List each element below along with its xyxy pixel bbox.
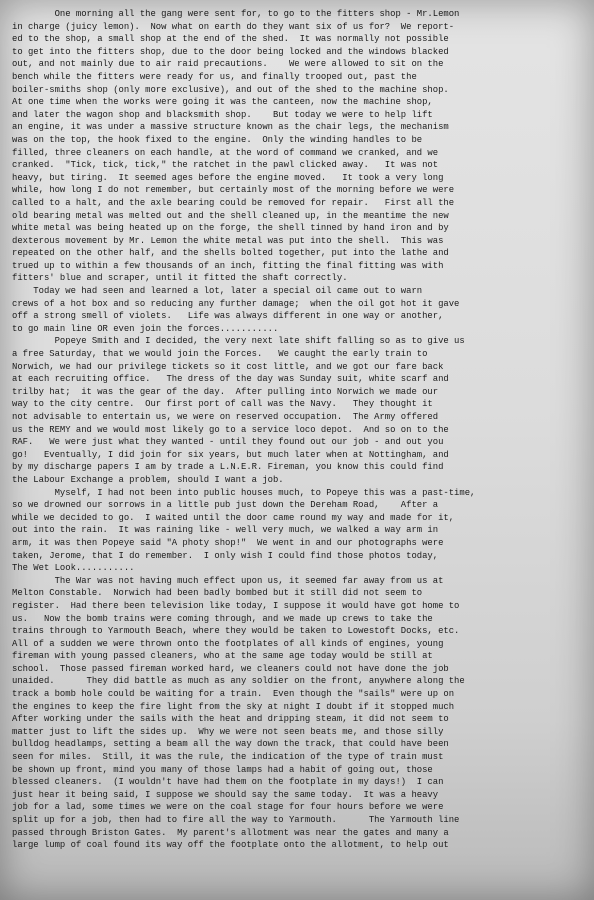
paragraph-joining-forces: Popeye Smith and I decided, the very next late shift falling so as to give us a free Saturday, that we would join the Forces. We caught the early train to Norwich, we had our privilege tickets so it cost little, and we got our fare back at each recruiting office. The dress of the day was Sunday suit, white scarf and trilby hat; it was the gear of the day. After pulling into Norwich we made our way to the city centre. Our first port of call was the Navy. They thought it not advisable to entertain us, we were on reserved occupation. The Army offered us the REMY and we would most likely go to a service loco depot. And so on to the RAF. We were just what they wanted - until they found out our job - and out you go! Eventually, I did join for six years, but much later when at Nottingham, and by my discharge papers I am by trade a L.N.E.R. Fireman, you know this could find the Labour Exchange a problem, should I want a job. xyxy=(12,336,465,485)
paragraph-hot-box-oil: Today we had seen and learned a lot, later a special oil came out to warn crews of a hot box and so reducing any further damage; when the oil got hot it gave off a strong smell of violets. Life was always different in one way or another, to go main line OR even join the forces........... xyxy=(12,286,460,334)
paragraph-pub-and-photos: Myself, I had not been into public houses much, to Popeye this was a past-time, so we drowned our sorrows in a little pub just down the Dereham Road, After a while we decided to go. I waited until the door came round my way and made for it, out into the rain. It was raining like - well very much, we walked a way arm in arm, it was then Popeye said "A photy shop!" We went in and our photographs were taken, Jerome, that I do remember. I only wish I could find those photos today, The Wet Look........... xyxy=(12,487,476,574)
paragraph-lifting-engine: One morning all the gang were sent for, to go to the fitters shop - Mr.Lemon in charge (juicy lemon). Now what on earth do they want six of us for? We report- ed to the shop, a small shop at the end of the shed. It was normally not possible to get into the fitters shop, due to the door being locked and the windows blacked out, and not mainly due to air raid precautions. We were allowed to sit on the bench while the fitters were ready for us, and finally trooped out, past the boiler-smiths shop (only more exclusive), and out of the shed to the machine shop. At one time when the works were going it was the canteen, now the machine shop, and later the wagon shop and blacksmith shop. But today we were to help lift an engine, it was under a massive structure known as the chair legs, the mechanism was on the top, the hook fixed to the engine. Only the winding handles to be filled, three cleaners on each handle, at the word of command we cranked, and we cranked. "Tick, tick, tick," the ratchet in the pawl clicked away. It was not heavy, but tiring. It seemed ages before the engine moved. It took a very long while, how long I do not remember, but certainly most of the morning before we were called to a halt, and the axle bearing could be removed for repair. First all the old bearing metal was melted out and the shell cleaned up, in the meantime the new white metal was being heated up on the forge, the shell tinned by hand iron and by dexterous movement by Mr. Lemon the white metal was put into the shell. This was repeated on the other half, and the shells bolted together, put into the lathe and trued up to within a few thousands of an inch, fitting the final fitting was with fitters' blue and scraper, until it fitted the shaft correctly. xyxy=(12,9,460,284)
paragraph-war-bomb-trains: The War was not having much effect upon us, it seemed far away from us at Melton Constable. Norwich had been badly bombed but it still did not seem to register. Had there been television like today, I suppose it would have got home to us. Now the bomb trains were coming through, and we made up crews to take the trains through to Yarmouth Beach, where they would be taken to Lowestoft Docks, etc. All of a sudden we were thrown onto the footplates of all kinds of engines, young fireman with young passed cleaners, who at the same age today would be still at school. Those passed fireman worked hard, we cleaners could not have done the job unaided. They did battle as much as any soldier on the front, anywhere along the track a bomb hole could be waiting for a train. Even though the "sails" were up on the engines to keep the fire light from the sky at night I doubt if it stopped much After working under the sails with the heat and dripping steam, it did not seem to matter just to lift the sides up. Why we were not seen beats me, and those silly bulldog headlamps, setting a beam all the way down the track, that could have been seen for miles. Still, it was the rule, the indication of the type of train must be shown up front, mind you many of those lamps had a habit of going out, those blessed cleaners. (I wouldn't have had them on the footplate in my days!) I can just hear it being said, I suppose we should say the same today. It was a heavy job for a lad, some times we were on the coal stage for four hours before we were split up for a job, then had to fire all the way to Yarmouth. The Yarmouth line passed through Briston Gates. My parent's allotment was near the gates and many a large lump of coal found its way off the footplate onto the allotment, to help out xyxy=(12,575,465,851)
